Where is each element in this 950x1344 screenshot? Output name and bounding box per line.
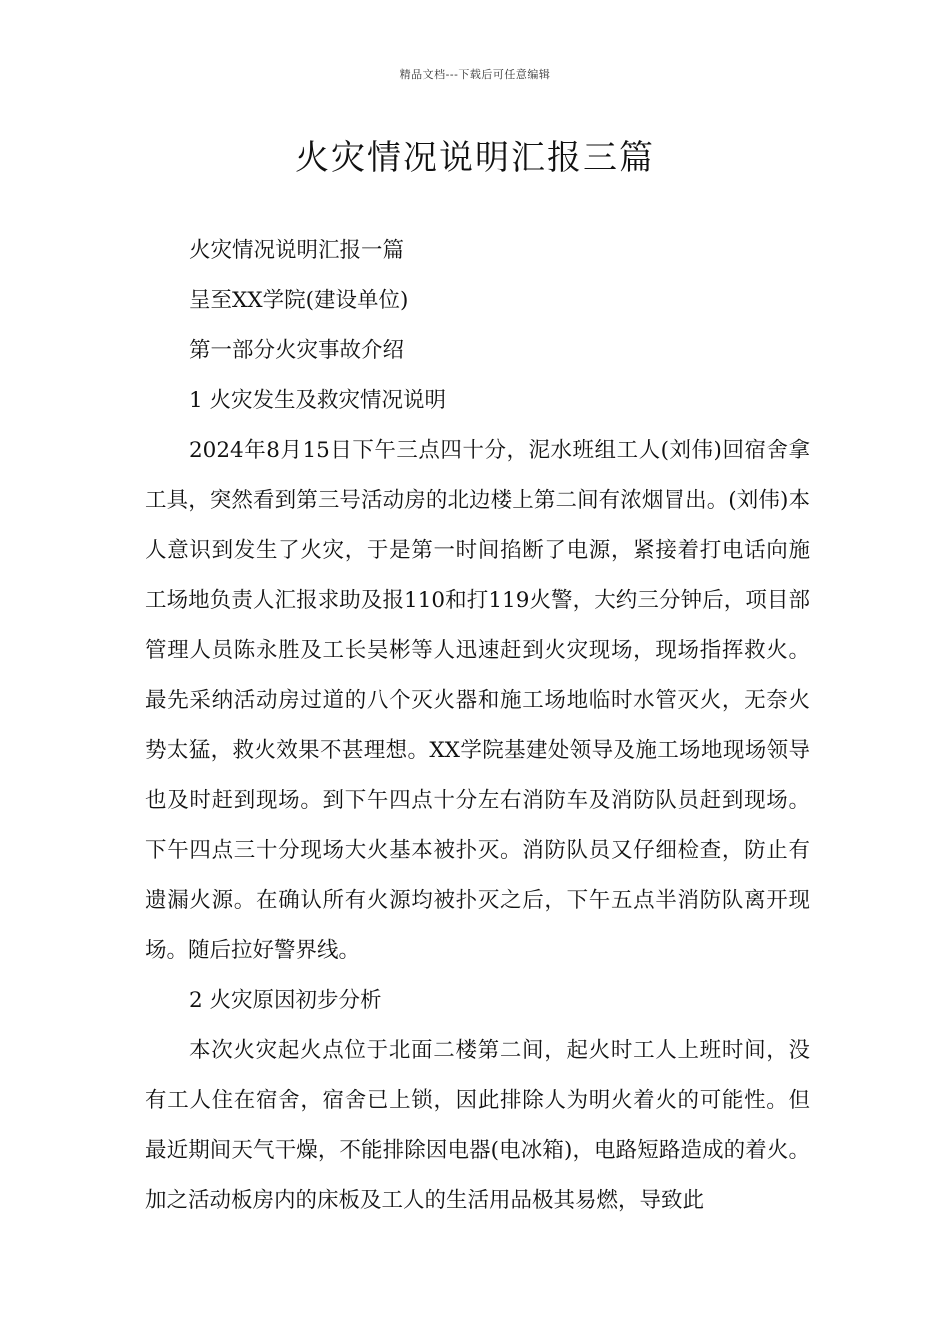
paragraph-section-1-heading: 1 火灾发生及救灾情况说明 [189, 388, 447, 413]
paragraph-part-heading: 第一部分火灾事故介绍 [189, 338, 405, 363]
document-body [145, 226, 810, 1226]
paragraph-subtitle: 火灾情况说明汇报一篇 [189, 238, 405, 263]
paragraph-section-1-body: 2024年8月15日下午三点四十分，泥水班组工人(刘伟)回宿舍拿工具，突然看到第三号活动房的北边楼上第二间有浓烟冒出。(刘伟)本人意识到发生了火灾，于是第一时间掐断了电源，紧接着打电话向施工场地负责人汇报求助及报110和打119火警，大约三分钟后，项目部管理人员陈永胜及工长吴彬等人迅速赶到火灾现场，现场指挥救火。最先采纳活动房过道的八个灭火器和施工场地临时水管灭火，无奈火势太猛，救火效果不甚理想。XX学院基建处领导及施工场地现场领导也及时赶到现场。到下午四点十分左右消防车及消防队员赶到现场。下午四点三十分现场大火基本被扑灭。消防队员又仔细检查，防止有遗漏火源。在确认所有火源均被扑灭之后，下午五点半消防队离开现场。随后拉好警界线。 [145, 438, 810, 963]
header-note: 精品文档---下载后可任意编辑 [399, 68, 551, 81]
paragraph-recipient: 呈至XX学院(建设单位) [189, 288, 409, 313]
paragraph-section-2-heading: 2 火灾原因初步分析 [189, 988, 382, 1013]
document-title: 火灾情况说明汇报三篇 [295, 138, 655, 178]
paragraph-section-2-body: 本次火灾起火点位于北面二楼第二间，起火时工人上班时间，没有工人住在宿舍，宿舍已上锁，因此排除人为明火着火的可能性。但最近期间天气干燥，不能排除因电器(电冰箱)，电路短路造成的着火。加之活动板房内的床板及工人的生活用品极其易燃，导致此 [145, 1038, 810, 1213]
